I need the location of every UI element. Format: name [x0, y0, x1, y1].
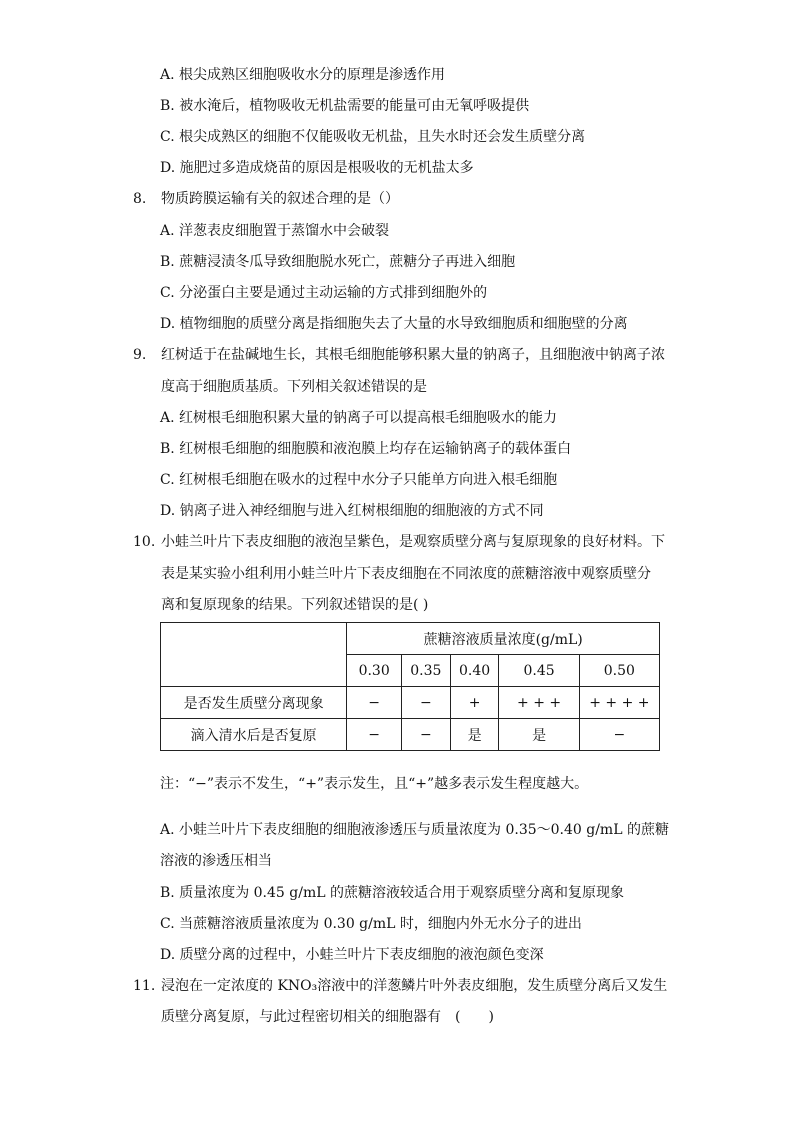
- q11-stem-line-1: 浸泡在一定浓度的 KNO₃溶液中的洋葱鳞片叶外表皮细胞，发生质壁分离后又发生: [161, 978, 668, 994]
- concentration-0-30: 0.30: [347, 655, 402, 687]
- table-cell: 是: [450, 719, 499, 751]
- table-note: 注：“−”表示不发生，“+”表示发生，且“+”越多表示发生程度越大。: [160, 776, 589, 792]
- table-corner-cell: [161, 623, 347, 687]
- q7-option-a: A. 根尖成熟区细胞吸收水分的原理是渗透作用: [160, 67, 446, 83]
- concentration-0-45: 0.45: [499, 655, 579, 687]
- concentration-0-35: 0.35: [401, 655, 450, 687]
- q8-option-b: B. 蔗糖浸渍冬瓜导致细胞脱水死亡，蔗糖分子再进入细胞: [160, 254, 516, 270]
- q9-number: 9.: [133, 347, 147, 363]
- q11-stem-line-2: 质壁分离复原，与此过程密切相关的细胞器有 ( ): [161, 1009, 494, 1025]
- q9-option-a: A. 红树根毛细胞积累大量的钠离子可以提高根毛细胞吸水的能力: [160, 410, 558, 426]
- table-row: [161, 719, 660, 751]
- q10-option-b: B. 质量浓度为 0.45 g/mL 的蔗糖溶液较适合用于观察质壁分离和复原现象: [160, 885, 624, 901]
- table-cell: 是: [499, 719, 579, 751]
- table-cell: −: [401, 687, 450, 719]
- concentration-0-50: 0.50: [579, 655, 659, 687]
- row-label-plasmolysis: 是否发生质壁分离现象: [161, 687, 347, 719]
- q10-number: 10.: [133, 534, 156, 550]
- q8-option-a: A. 洋葱表皮细胞置于蒸馏水中会破裂: [160, 223, 390, 239]
- q7-option-b: B. 被水淹后，植物吸收无机盐需要的能量可由无氧呼吸提供: [160, 98, 530, 114]
- q8-option-c: C. 分泌蛋白主要是通过主动运输的方式排到细胞外的: [160, 285, 488, 301]
- q10-option-a-continued: 溶液的渗透压相当: [160, 853, 272, 869]
- results-table: [160, 622, 660, 751]
- q9-stem-line-2: 度高于细胞质基质。下列相关叙述错误的是: [161, 379, 427, 395]
- table-cell: −: [347, 687, 402, 719]
- q10-stem-line-2: 表是某实验小组利用小蛙兰叶片下表皮细胞在不同浓度的蔗糖溶液中观察质壁分: [161, 566, 651, 582]
- q7-option-d: D. 施肥过多造成烧苗的原因是根吸收的无机盐太多: [160, 160, 474, 176]
- q10-option-a: A. 小蛙兰叶片下表皮细胞的细胞液渗透压与质量浓度为 0.35～0.40 g/mL 的蔗糖: [160, 822, 669, 838]
- table-header-concentration: 蔗糖溶液质量浓度(g/mL): [347, 623, 660, 655]
- q10-stem-line-3: 离和复原现象的结果。下列叙述错误的是( ): [161, 597, 429, 613]
- q9-option-c: C. 红树根毛细胞在吸水的过程中水分子只能单方向进入根毛细胞: [160, 472, 558, 488]
- table-cell: +: [450, 687, 499, 719]
- q11-number: 11.: [133, 978, 156, 994]
- table-cell: + + + +: [579, 687, 659, 719]
- q10-option-c: C. 当蔗糖溶液质量浓度为 0.30 g/mL 时，细胞内外无水分子的进出: [160, 916, 582, 932]
- q9-option-b: B. 红树根毛细胞的细胞膜和液泡膜上均存在运输钠离子的载体蛋白: [160, 441, 572, 457]
- table-cell: + + +: [499, 687, 579, 719]
- table-cell: −: [579, 719, 659, 751]
- q7-option-c: C. 根尖成熟区的细胞不仅能吸收无机盐，且失水时还会发生质壁分离: [160, 129, 586, 145]
- q8-stem: 物质跨膜运输有关的叙述合理的是（）: [161, 191, 399, 207]
- concentration-0-40: 0.40: [450, 655, 499, 687]
- q8-option-d: D. 植物细胞的质壁分离是指细胞失去了大量的水导致细胞质和细胞壁的分离: [160, 316, 628, 332]
- q8-number: 8.: [133, 191, 147, 207]
- table-row: [161, 687, 660, 719]
- table-cell: −: [401, 719, 450, 751]
- row-label-recovery: 滴入清水后是否复原: [161, 719, 347, 751]
- q9-stem-line-1: 红树适于在盐碱地生长，其根毛细胞能够积累大量的钠离子，且细胞液中钠离子浓: [161, 347, 665, 363]
- table-cell: −: [347, 719, 402, 751]
- q9-option-d: D. 钠离子进入神经细胞与进入红树根细胞的细胞液的方式不同: [160, 503, 544, 519]
- q10-stem-line-1: 小蛙兰叶片下表皮细胞的液泡呈紫色，是观察质壁分离与复原现象的良好材料。下: [161, 534, 665, 550]
- q10-option-d: D. 质壁分离的过程中，小蛙兰叶片下表皮细胞的液泡颜色变深: [160, 947, 544, 963]
